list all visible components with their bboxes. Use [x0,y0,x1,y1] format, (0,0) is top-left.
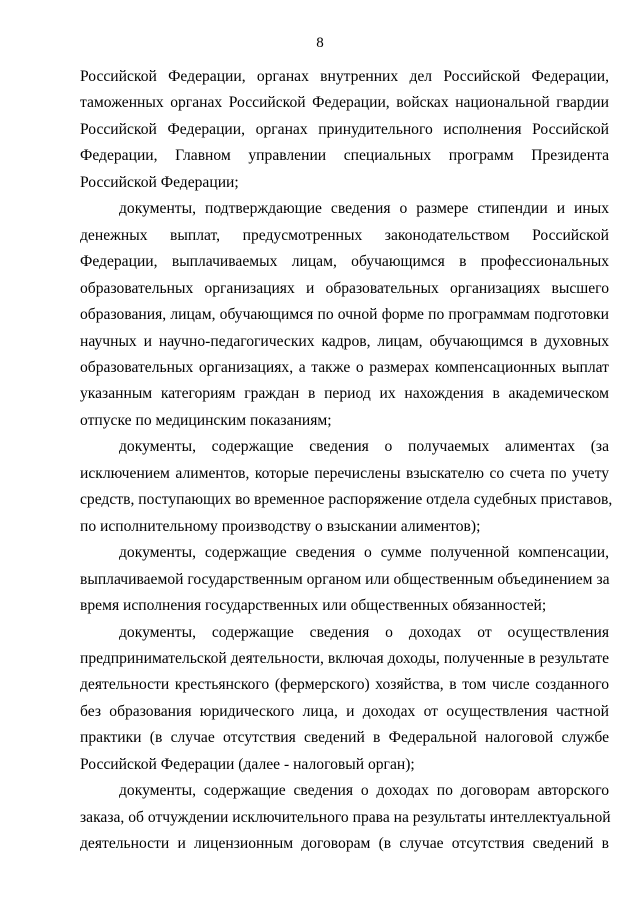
text-line: без образования юридического лица, и доходах от осуществления частной [80,702,609,720]
paragraph-business-income-documents [80,620,609,779]
text-line: документы, содержащие сведения о доходах от осуществления [119,623,609,641]
text-line: документы, содержащие сведения о доходах по договорам авторского [119,782,609,800]
text-line: практики (в случае отсутствия сведений в Федеральной налоговой службе [80,729,609,747]
document-body [80,64,613,858]
text-line: деятельности крестьянского (фермерского) хозяйства, в том числе созданного [80,676,609,694]
text-line: предпринимательской деятельности, включая доходы, полученные в результате [80,649,609,667]
text-line: время исполнения государственных или общественных обязанностей; [80,597,547,615]
text-line: образовательных организациях и образовательных организациях высшего [80,279,609,297]
text-line: деятельности и лицензионным договорам (в случае отсутствия сведений в [80,835,609,853]
text-line: Российской Федерации, органах принудительного исполнения Российской [80,120,609,138]
paragraph-alimony-documents [80,434,613,540]
paragraph-stipend-documents [80,196,609,434]
text-line: Российской Федерации, органах внутренних дел Российской Федерации, [80,68,609,85]
text-line: документы, содержащие сведения о получаемых алиментах (за [119,438,609,456]
text-line: средств, поступающих во временное распоряжение отдела судебных приставов, [80,491,613,509]
text-line: отпуске по медицинским показаниям; [80,411,332,429]
text-line: образования, лицам, обучающимся по очной форме по программам подготовки [80,306,609,324]
text-line: Российской Федерации; [80,173,239,191]
paragraph-continuation [80,64,609,196]
text-line: выплачиваемой государственным органом или общественным объединением за [80,570,610,588]
text-line: документы, подтверждающие сведения о размере стипендии и иных [119,200,609,218]
text-line: таможенных органах Российской Федерации, войсках национальной гвардии [80,94,609,112]
text-line: образовательных организациях, а также о размерах компенсационных выплат [80,358,609,376]
text-line: указанным категориям граждан в период их нахождения в академическом [80,385,609,403]
text-line: исключением алиментов, которые перечислены взыскателю со счета по учету [80,464,609,482]
text-line: по исполнительному производству о взыскании алиментов); [80,517,481,535]
text-line: Федерации, Главном управлении специальных программ Президента [80,147,609,165]
page-number: 8 [316,35,324,51]
paragraph-compensation-documents [80,540,609,619]
text-line: научных и научно-педагогических кадров, лицам, обучающимся в духовных [80,332,609,350]
text-line: Российской Федерации (далее - налоговый орган); [80,755,415,773]
text-line: Федерации, выплачиваемых лицам, обучающимся в профессиональных [80,253,609,271]
text-line: денежных выплат, предусмотренных законодательством Российской [80,226,609,244]
text-line: заказа, об отчуждении исключительного права на результаты интеллектуальной [80,808,611,826]
paragraph-copyright-income-documents [80,778,609,857]
text-line: документы, содержащие сведения о сумме полученной компенсации, [119,544,609,562]
